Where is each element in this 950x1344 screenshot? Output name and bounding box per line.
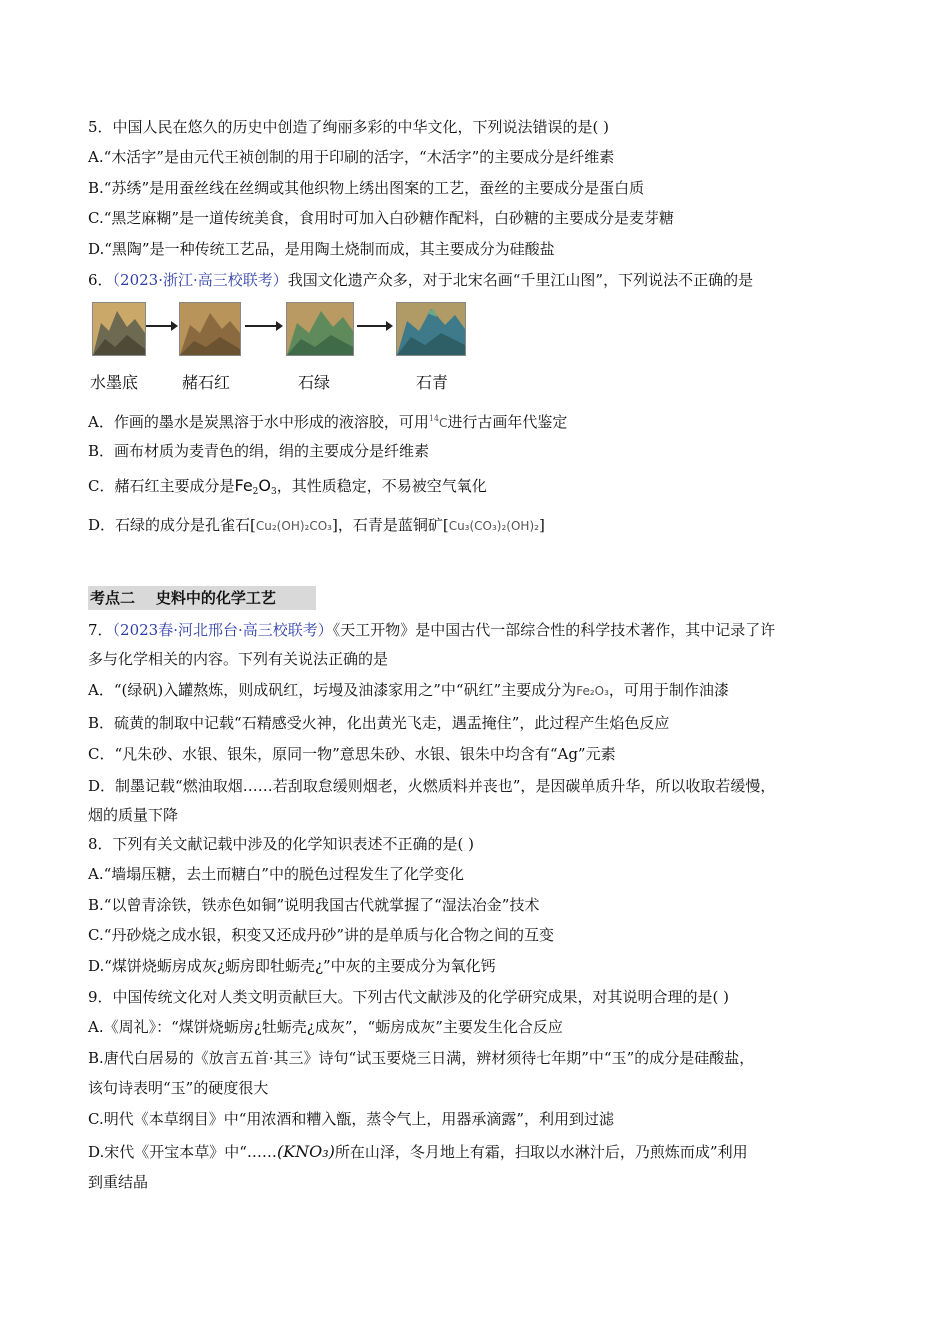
q6-option-c-tail: ，其性质稳定，不易被空气氧化 xyxy=(276,477,487,495)
q6-option-a-text: A．作画的墨水是炭黑溶于水中形成的液溶胶，可用 xyxy=(88,413,429,431)
q6-number: 6． xyxy=(88,271,113,289)
q6-option-d-azurite-formula: Cu₃(CO₃)₂(OH)₂ xyxy=(448,519,539,533)
q9-option-b-line-2: 该句诗表明“玉”的硬度很大 xyxy=(88,1079,269,1097)
q6-option-c xyxy=(88,476,487,502)
q6-stem: 我国文化遗产众多，对于北宋名画“千里江山图”，下列说法不正确的是 xyxy=(287,271,754,289)
q5-option-b: B.“苏绣”是用蚕丝线在丝绸或其他织物上绣出图案的工艺，蚕丝的主要成分是蛋白质 xyxy=(88,179,645,197)
q5-option-a: A.“木活字”是由元代王祯创制的用于印刷的活字，“木活字”的主要成分是纤维素 xyxy=(88,148,615,166)
q5-option-c: C.“黑芝麻糊”是一道传统美食，食用时可加入白砂糖作配料，白砂糖的主要成分是麦芽糖 xyxy=(88,209,675,227)
painting-ink-base xyxy=(92,302,146,356)
q7-stem-line-1 xyxy=(88,620,775,640)
q6-option-c-sub1: 2 xyxy=(252,487,259,497)
q9-option-d-line-2: 到重结晶 xyxy=(88,1173,149,1191)
q9-option-c: C.明代《本草纲目》中“用浓酒和糟入甑，蒸令气上，用器承滴露”，利用到过滤 xyxy=(88,1110,615,1128)
painting-ochre-red xyxy=(179,302,241,356)
arrow-2 xyxy=(245,325,281,327)
q6-option-a-carbon: C xyxy=(439,416,448,430)
q6-option-c-sub2: 3 xyxy=(270,487,277,497)
q6-option-c-o: O xyxy=(258,476,271,495)
q6-option-d-malachite-formula: Cu₂(OH)₂CO₃ xyxy=(255,519,332,533)
q7-option-d-line-1: D．制墨记载“燃油取烟……若刮取怠缓则烟老，火燃质料并丧也”，是因碳单质升华，所以收取若缓慢， xyxy=(88,777,776,795)
q5-option-d: D.“黑陶”是一种传统工艺品，是用陶土烧制而成，其主要成分为硅酸盐 xyxy=(88,240,555,258)
q7-option-d-line-2: 烟的质量下降 xyxy=(88,806,179,824)
q7-option-a-tail: ，可用于制作油漆 xyxy=(608,681,729,699)
q8-stem: 8．下列有关文献记载中涉及的化学知识表述不正确的是( ) xyxy=(88,835,475,853)
arrow-3 xyxy=(357,325,391,327)
q7-source: （2023春·河北邢台·高三校联考） xyxy=(112,621,333,639)
q9-stem: 9．中国传统文化对人类文明贡献巨大。下列古代文献涉及的化学研究成果，对其说明合理的是( ) xyxy=(88,988,730,1006)
q6-option-a-isotope-mass: 14 xyxy=(428,414,440,423)
q8-option-d: D.“煤饼烧蛎房成灰¿蛎房即牡蛎壳¿”中灰的主要成分为氧化钙 xyxy=(88,957,496,975)
q7-option-c: C．“凡朱砂、水银、银朱，原同一物”意思朱砂、水银、银朱中均含有“Ag”元素 xyxy=(88,745,616,763)
q6-option-c-text: C．赭石红主要成分是 xyxy=(88,477,235,495)
q9-option-a: A.《周礼》：“煤饼烧蛎房¿牡蛎壳¿成灰”，“蛎房成灰”主要发生化合反应 xyxy=(88,1018,563,1036)
q5-stem: 5．中国人民在悠久的历史中创造了绚丽多彩的中华文化，下列说法错误的是( ) xyxy=(88,118,610,136)
label-ink-base: 水墨底 xyxy=(90,373,139,392)
q6-option-a-tail: 进行古画年代鉴定 xyxy=(447,413,568,431)
q9-option-b-line-1: B.唐代白居易的《放言五首·其三》诗句“试玉要烧三日满，辨材须待七年期”中“玉”的成分是硅酸盐， xyxy=(88,1049,755,1067)
q6-option-b: B．画布材质为麦青色的绢，绢的主要成分是纤维素 xyxy=(88,442,430,460)
q7-stem-line-2: 多与化学相关的内容。下列有关说法正确的是 xyxy=(88,650,389,668)
q9-option-d-line-1 xyxy=(88,1142,748,1162)
q7-option-a-text: A．“(绿矾)入罐熬炼，则成矾红，圬墁及油漆家用之”中“矾红”主要成分为 xyxy=(88,681,577,699)
q9-option-d-tail: 所在山泽，冬月地上有霜，扫取以水淋汁后，乃煎炼而成”利用 xyxy=(334,1143,748,1161)
q8-option-c: C.“丹砂烧之成水银，积变又还成丹砂”讲的是单质与化合物之间的互变 xyxy=(88,926,555,944)
label-stone-green: 石绿 xyxy=(298,373,331,392)
q7-number: 7． xyxy=(88,621,113,639)
q7-option-a xyxy=(88,680,729,701)
q6-stem-line xyxy=(88,270,753,290)
arrow-1 xyxy=(146,325,176,327)
q8-option-b: B.“以曾青涂铁，铁赤色如铜”说明我国古代就掌握了“湿法冶金”技术 xyxy=(88,896,540,914)
q6-option-d-tail: ] xyxy=(538,516,545,534)
label-stone-blue: 石青 xyxy=(416,373,449,392)
q9-option-d-text: D.宋代《开宝本草》中“…… xyxy=(88,1143,277,1161)
q6-option-d xyxy=(88,515,545,536)
q7-stem: 《天工开物》是中国古代一部综合性的科学技术著作，其中记录了许 xyxy=(332,621,776,639)
q6-option-d-mid: ]，石青是蓝铜矿[ xyxy=(331,516,449,534)
painting-stone-blue xyxy=(396,302,466,356)
q7-option-a-formula: Fe₂O₃ xyxy=(576,684,609,698)
q6-option-d-text: D．石绿的成分是孔雀石[ xyxy=(88,516,256,534)
section-title: 考点二 史料中的化学工艺 xyxy=(90,589,276,607)
label-ochre-red: 赭石红 xyxy=(182,373,231,392)
q6-source: （2023·浙江·高三校联考） xyxy=(112,271,288,289)
q9-option-d-formula: (KNO₃) xyxy=(276,1142,335,1161)
q7-option-b: B．硫黄的制取中记载“石精感受火神，化出黄光飞走，遇盂掩住”，此过程产生焰色反应 xyxy=(88,714,670,732)
q6-option-a xyxy=(88,409,567,433)
q6-option-c-fe: Fe xyxy=(234,476,253,495)
painting-stone-green xyxy=(286,302,354,356)
q8-option-a: A.“墙塌压糖，去土而糖白”中的脱色过程发生了化学变化 xyxy=(88,865,464,883)
